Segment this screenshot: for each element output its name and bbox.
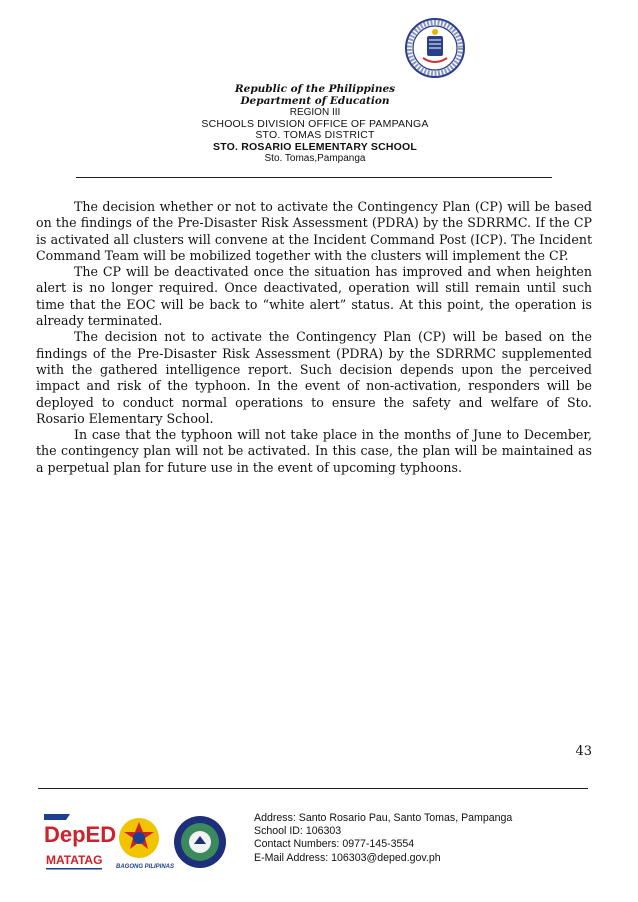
paragraph: The decision not to activate the Contingency Plan (CP) will be based on the findings of the Pre-Disaster Risk Assessment (PDRA) by the SDRRMC supplemented with the gathered intelligence report. Such decision depends upon the perceived impact and risk of the typhoon. In the event of non-activation, responders will be deployed to conduct normal operations to ensure the safety and welfare of Sto. Rosario Elementary School. [36, 329, 592, 426]
paragraph: In case that the typhoon will not take place in the months of June to December, the contingency plan will not be activated. In this case, the plan will be maintained as a perpetual plan for future use in the event of upcoming typhoons. [36, 427, 592, 475]
contact-line: Contact Numbers: 0977-145-3554 [254, 838, 415, 851]
school-id-line: School ID: 106303 [254, 825, 342, 838]
page-number: 43 [575, 744, 592, 759]
footer-divider [38, 788, 588, 789]
svg-text:BAGONG PILIPINAS: BAGONG PILIPINAS [116, 864, 175, 870]
district-line: STO. TOMAS DISTRICT [255, 129, 375, 141]
header-divider [76, 177, 552, 178]
email-line: E-Mail Address: 106303@deped.gov.ph [254, 851, 441, 864]
location-line: Sto. Tomas,Pampanga [264, 153, 366, 164]
document-body [36, 199, 592, 476]
svg-text:DepED: DepED [44, 822, 117, 847]
deped-seal-icon [405, 18, 465, 78]
paragraph: The decision whether or not to activate the Contingency Plan (CP) will be based on the findings of the Pre-Disaster Risk Assessment (PDRA) by the SDRRMC. If the CP is activated all clusters will convene at the Incident Command Post (ICP). The Incident Command Team will be mobilized together with the clusters will implement the CP. [36, 199, 592, 263]
footer-logos [42, 812, 242, 876]
address-line: Address: Santo Rosario Pau, Santo Tomas, Pampanga [254, 812, 513, 824]
republic-line: Republic of the Philippines [234, 83, 396, 95]
school-name: STO. ROSARIO ELEMENTARY SCHOOL [213, 140, 417, 153]
svg-text:MATATAG: MATATAG [46, 853, 103, 867]
school-seal-icon [174, 816, 226, 868]
bagong-pilipinas-logo-icon [116, 818, 174, 870]
deped-logo-icon [44, 814, 116, 870]
paragraph: The CP will be deactivated once the situation has improved and when heighten alert is no longer required. Once deactivated, operation will still remain until such time that the EOC will be back to “white alert” status. At this point, the operation is already terminated. [36, 264, 592, 329]
department-line: Department of Education [240, 94, 390, 107]
letterhead [60, 84, 570, 165]
region-line: REGION III [289, 107, 341, 118]
footer-address-block [254, 812, 512, 865]
division-line: SCHOOLS DIVISION OFFICE OF PAMPANGA [201, 117, 429, 130]
